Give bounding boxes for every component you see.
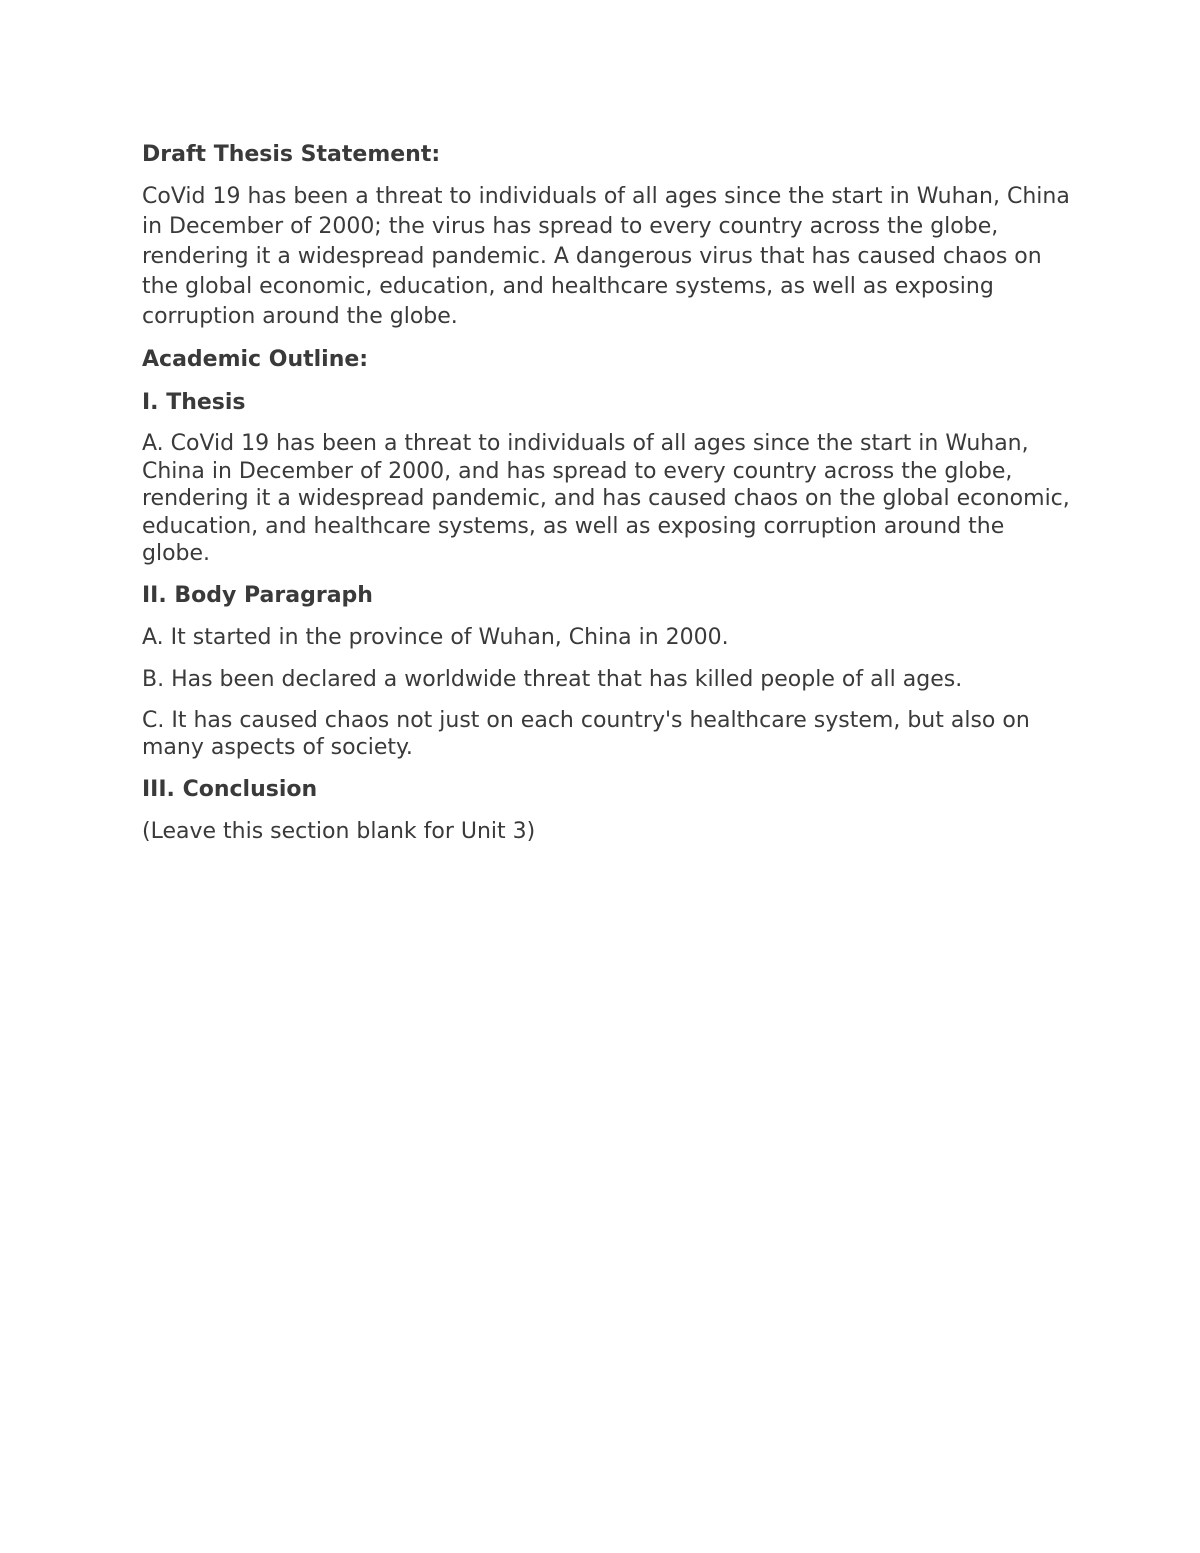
conclusion-note: (Leave this section blank for Unit 3): [142, 818, 536, 844]
document-content: [142, 140, 1072, 847]
body-paragraph-heading: II. Body Paragraph: [142, 582, 373, 608]
body-point-b: B. Has been declared a worldwide threat that has killed people of all ages.: [142, 666, 963, 692]
draft-thesis-heading: Draft Thesis Statement:: [142, 142, 441, 167]
conclusion-heading: III. Conclusion: [142, 776, 318, 802]
body-point-c: C. It has caused chaos not just on each country's healthcare system, but also on many aspects of society.: [142, 707, 1030, 760]
body-point-a: A. It started in the province of Wuhan, China in 2000.: [142, 624, 729, 650]
thesis-section-heading: I. Thesis: [142, 390, 246, 415]
draft-thesis-paragraph: CoVid 19 has been a threat to individuals of all ages since the start in Wuhan, China in December of 2000; the virus has spread to every country across the globe, rendering it a widespread pandemic. A dangerous virus that has caused chaos on the global economic, education, and healthcare systems, as well as exposing corruption around the globe.: [142, 184, 1070, 329]
thesis-point-a: A. CoVid 19 has been a threat to individuals of all ages since the start in Wuhan, China in December of 2000, and has spread to every country across the globe, rendering it a widespread pandemic, and has caused chaos on the global economic, education, and healthcare systems, as well as exposing corruption around the globe.: [142, 431, 1070, 566]
academic-outline-heading: Academic Outline:: [142, 347, 369, 372]
